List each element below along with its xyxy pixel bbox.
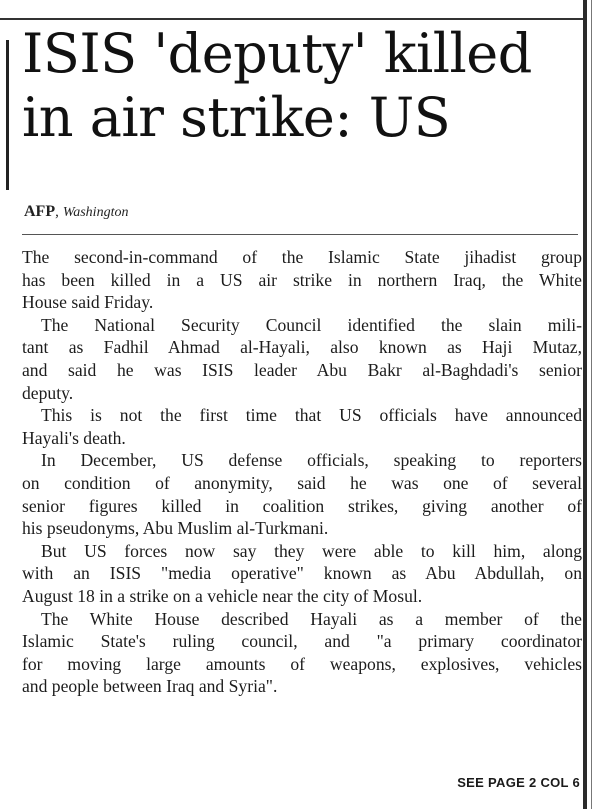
body-line: The second-in-command of the Islamic State jihadist group — [22, 247, 582, 267]
body-line: his pseudonyms, Abu Muslim al-Turkmani. — [22, 518, 329, 539]
body-line: This is not the first time that US officials have announced — [41, 405, 582, 426]
right-column-rule — [583, 0, 587, 809]
headline-line: ISIS 'deputy' killed — [22, 22, 532, 85]
headline-accent-rule — [6, 40, 9, 190]
body-line: on condition of anonymity, said he was one of several — [22, 472, 582, 493]
body-line: deputy. — [22, 382, 74, 403]
continuation-reference[interactable]: SEE PAGE 2 COL 6 — [457, 775, 580, 790]
headline-line: in air strike: US — [22, 86, 451, 149]
body-line: and said he was ISIS leader Abu Bakr al-Baghdadi's senior — [22, 359, 582, 380]
body-line: House said Friday. — [22, 292, 154, 313]
body-line: tant as Fadhil Ahmad al-Hayali, also known as Haji Mutaz, — [22, 337, 582, 358]
body-line: Islamic State's ruling council, and "a primary coordinator — [22, 631, 582, 652]
right-column-rule-thin — [591, 0, 592, 809]
byline-location: Washington — [62, 205, 129, 220]
headline — [22, 22, 582, 150]
body-line: In December, US defense officials, speaking to reporters — [41, 450, 582, 471]
body-line: with an ISIS "media operative" known as Abu Abdullah, on — [22, 563, 582, 584]
body-line: The White House described Hayali as a member of the — [41, 608, 582, 629]
body-line: But US forces now say they were able to kill him, along — [41, 540, 582, 561]
top-border-rule — [0, 18, 583, 20]
body-line: senior figures killed in coalition strikes, giving another of — [22, 495, 582, 516]
body-line: Hayali's death. — [22, 427, 126, 448]
body-line: has been killed in a US air strike in northern Iraq, the White — [22, 269, 582, 290]
body-line: and people between Iraq and Syria". — [22, 676, 278, 697]
body-line: August 18 in a strike on a vehicle near the city of Mosul. — [22, 585, 423, 606]
byline-agency: AFP — [24, 203, 56, 220]
article-body — [22, 246, 582, 698]
byline-divider — [22, 234, 578, 235]
byline-separator: , — [55, 204, 59, 220]
body-line: The National Security Council identified the slain mili- — [41, 314, 582, 335]
byline — [24, 203, 128, 221]
body-line: for moving large amounts of weapons, explosives, vehicles — [22, 653, 582, 674]
